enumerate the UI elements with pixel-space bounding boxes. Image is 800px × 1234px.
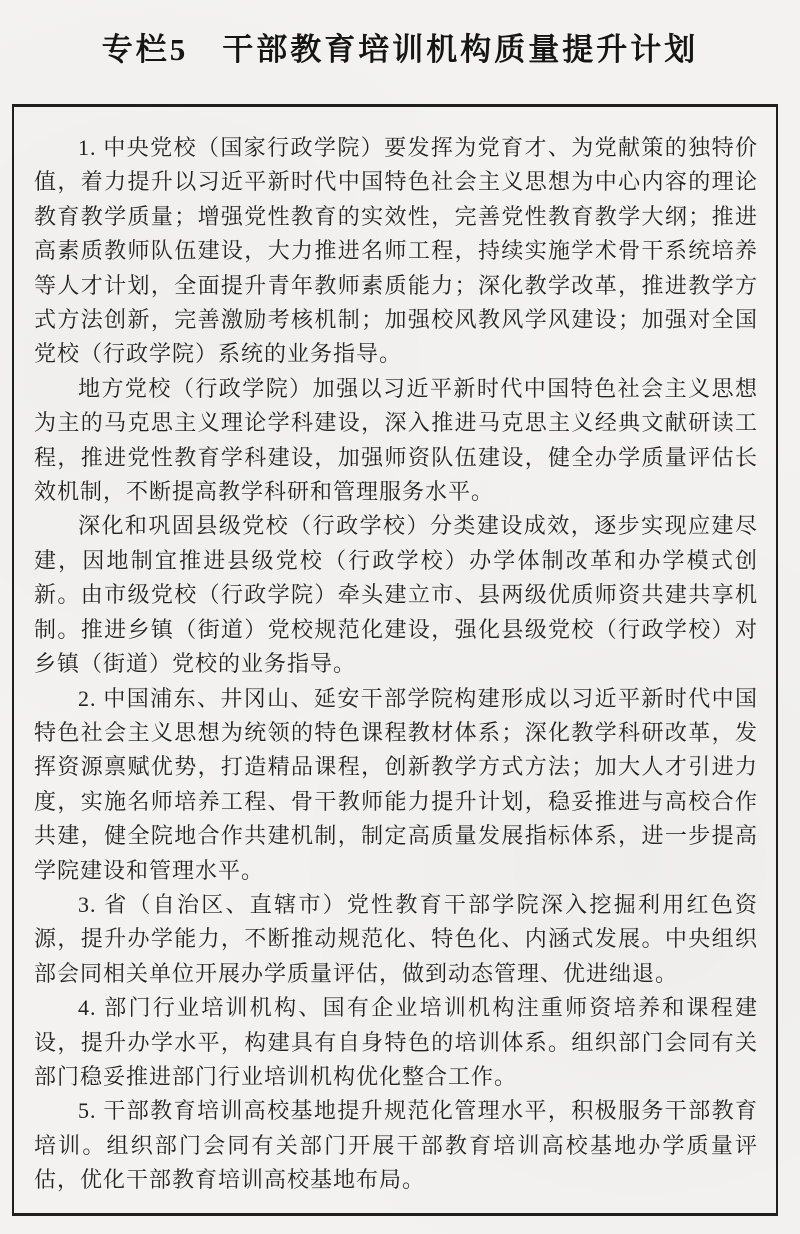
content-box [12, 104, 778, 1216]
page-title [0, 24, 800, 69]
paragraph-cadre-academies: 2. 中国浦东、井冈山、延安干部学院构建形成以习近平新时代中国特色社会主义思想为统领的特色课程教材体系；深化教学科研改革，发挥资源禀赋优势，打造精品课程，创新教学方式方法；加大人才引进力度，实施名师培养工程、骨干教师能力提升计划，稳妥推进与高校合作共建，健全院地合作共建机制，制定高质量发展指标体系，进一步提高学院建设和管理水平。 [34, 685, 758, 883]
paragraph-industry-training-institutions: 4. 部门行业培训机构、国有企业培训机构注重师资培养和课程建设，提升办学水平，构建具有自身特色的培训体系。组织部门会同有关部门稳妥推进部门行业培训机构优化整合工作。 [34, 995, 758, 1089]
paragraph-central-party-school: 1. 中央党校（国家行政学院）要发挥为党育才、为党献策的独特价值，着力提升以习近平新时代中国特色社会主义思想为中心内容的理论教育教学质量；增强党性教育的实效性，完善党性教育教学大纲；推进高素质教师队伍建设，大力推进名师工程，持续实施学术骨干系统培养等人才计划，全面提升青年教师素质能力；深化教学改革，推进教学方式方法创新，完善激励考核机制；加强校风教风学风建设；加强对全国党校（行政学院）系统的业务指导。 [34, 135, 758, 367]
paragraph-university-training-bases: 5. 干部教育培训高校基地提升规范化管理水平，积极服务干部教育培训。组织部门会同有关部门开展干部教育培训高校基地办学质量评估，优化干部教育培训高校基地布局。 [34, 1098, 758, 1193]
column-number-label: 专栏5 [101, 32, 189, 67]
paragraph-county-party-schools: 深化和巩固县级党校（行政学校）分类建设成效，逐步实现应建尽建，因地制宜推进县级党校（行政学校）办学体制改革和办学模式创新。由市级党校（行政学院）牵头建立市、县两级优质师资共建共享机制。推进乡镇（街道）党校规范化建设，强化县级党校（行政学校）对乡镇（街道）党校的业务指导。 [34, 513, 758, 677]
paragraph-provincial-academies: 3. 省（自治区、直辖市）党性教育干部学院深入挖掘利用红色资源，提升办学能力，不断推动规范化、特色化、内涵式发展。中央组织部会同相关单位开展办学质量评估，做到动态管理、优进绌退。 [34, 891, 758, 986]
page-title-text: 干部教育培训机构质量提升计划 [222, 32, 699, 67]
paragraph-local-party-schools: 地方党校（行政学院）加强以习近平新时代中国特色社会主义思想为主的马克思主义理论学科建设，深入推进马克思主义经典文献研读工程，推进党性教育学科建设，加强师资队伍建设，健全办学质量评估长效机制，不断提高教学科研和管理服务水平。 [34, 375, 758, 505]
